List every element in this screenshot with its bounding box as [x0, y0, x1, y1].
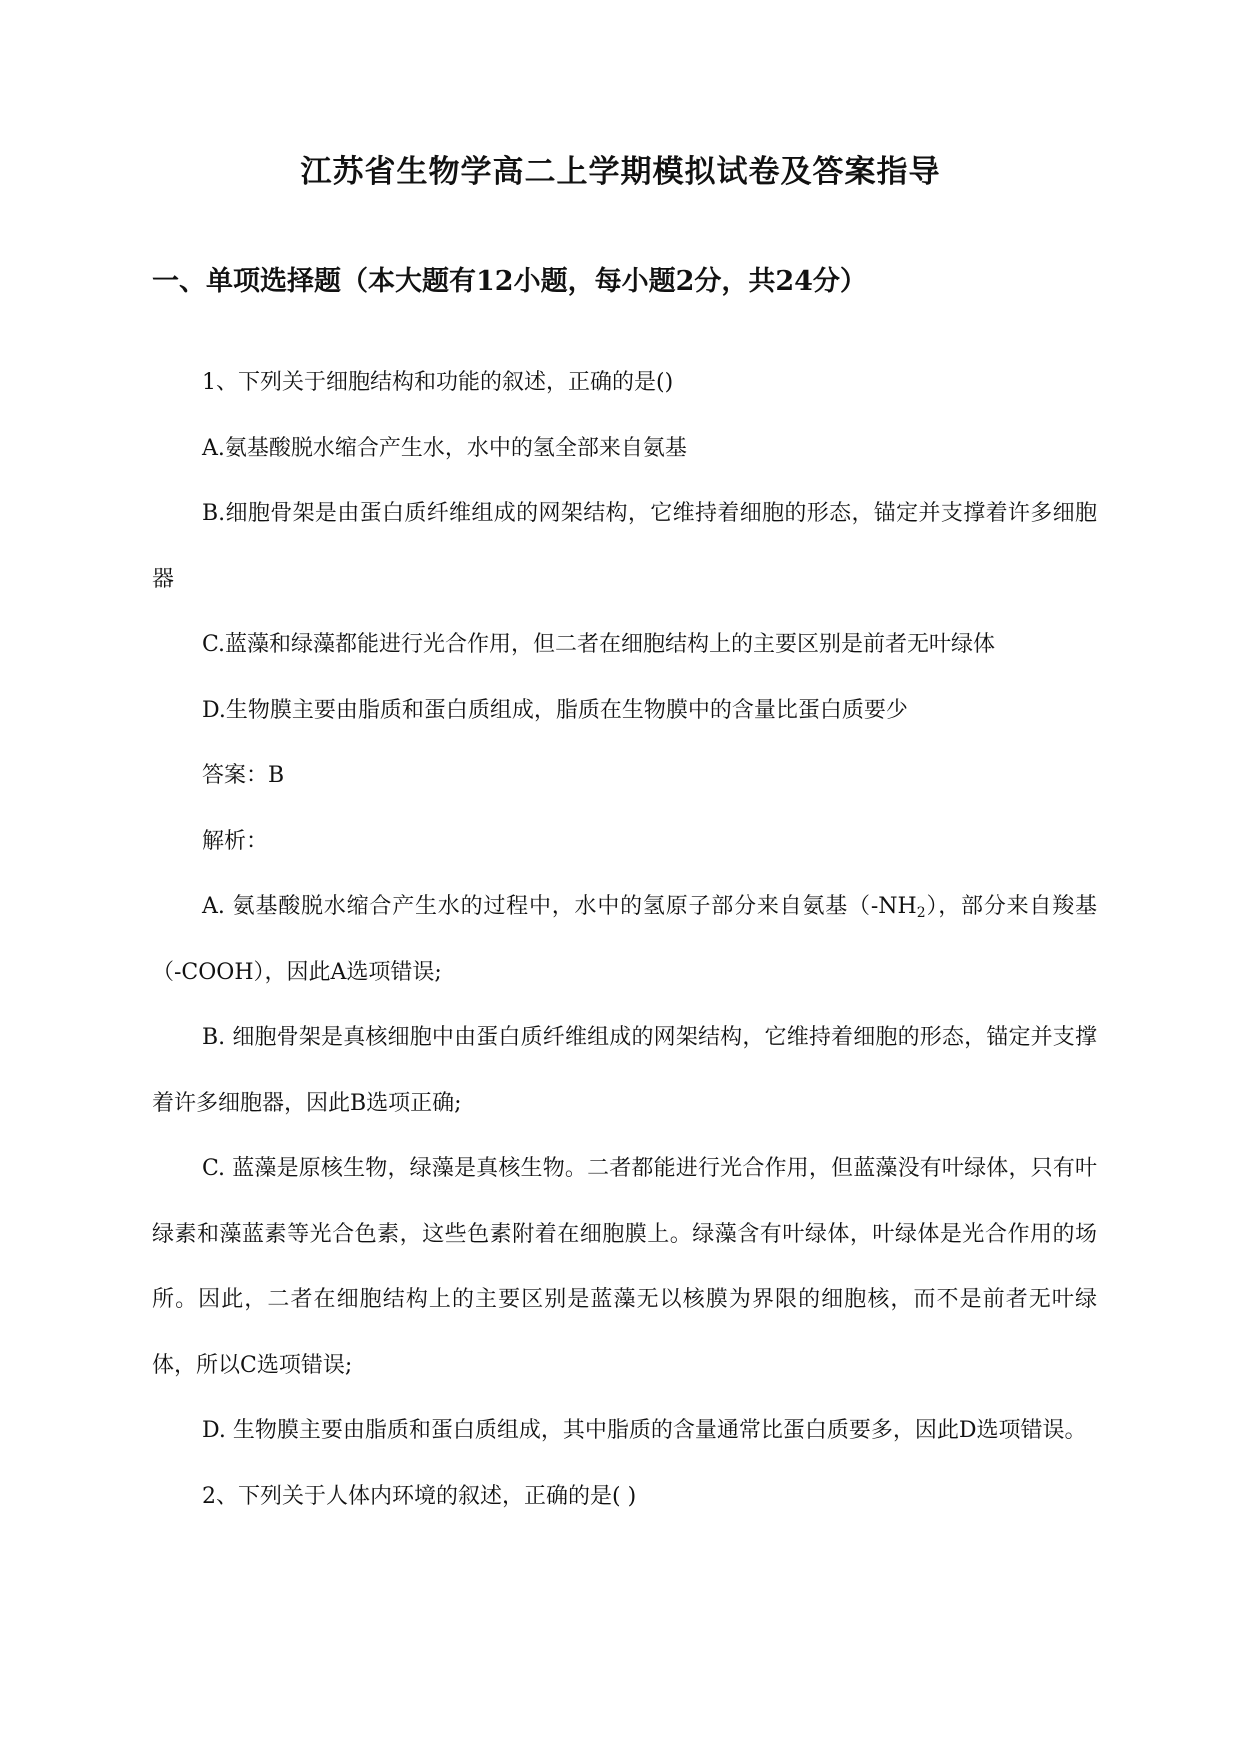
analysis-c: C. 蓝藻是原核生物，绿藻是真核生物。二者都能进行光合作用，但蓝藻没有叶绿体，只有叶绿素和藻蓝素等光合色素，这些色素附着在细胞膜上。绿藻含有叶绿体，叶绿体是光合作用的场所。因此，二者在细胞结构上的主要区别是蓝藻无以核膜为界限的细胞核，而不是前者无叶绿体，所以C选项错误;: [152, 1156, 1097, 1378]
subscript-2: 2: [916, 905, 926, 921]
analysis-a-text: A. 氨基酸脱水缩合产生水的过程中，水中的氢原子部分来自氨基（-NH: [202, 894, 917, 919]
question-1-option-a: A.氨基酸脱水缩合产生水，水中的氢全部来自氨基: [202, 435, 687, 461]
question-2-stem: 2、下列关于人体内环境的叙述，正确的是( ): [202, 1483, 637, 1509]
analysis-d: D. 生物膜主要由脂质和蛋白质组成，其中脂质的含量通常比蛋白质要多，因此D选项错误。: [202, 1418, 1087, 1443]
question-1-option-b: B.细胞骨架是由蛋白质纤维组成的网架结构，它维持着细胞的形态，锚定并支撑着许多细胞器: [152, 501, 1097, 592]
analysis-label: 解析：: [202, 828, 269, 854]
question-1-option-d: D.生物膜主要由脂质和蛋白质组成，脂质在生物膜中的含量比蛋白质要少: [202, 697, 908, 723]
section-heading: 一、单项选择题（本大题有12小题，每小题2分，共24分）: [152, 266, 867, 297]
analysis-b: B. 细胞骨架是真核细胞中由蛋白质纤维组成的网架结构，它维持着细胞的形态，锚定并支撑着许多细胞器，因此B选项正确;: [152, 1025, 1097, 1116]
question-1-answer: 答案：B: [202, 763, 285, 788]
analysis-a-text-end: ），部分来自羧基（-COOH），因此A选项错误;: [152, 894, 1097, 985]
question-content: [152, 350, 1097, 1529]
analysis-a: [152, 874, 1097, 1005]
document-title: 江苏省生物学高二上学期模拟试卷及答案指导: [300, 154, 941, 190]
question-1-option-c: C.蓝藻和绿藻都能进行光合作用，但二者在细胞结构上的主要区别是前者无叶绿体: [202, 632, 996, 657]
question-1-stem: 1、下列关于细胞结构和功能的叙述，正确的是(): [202, 370, 674, 395]
